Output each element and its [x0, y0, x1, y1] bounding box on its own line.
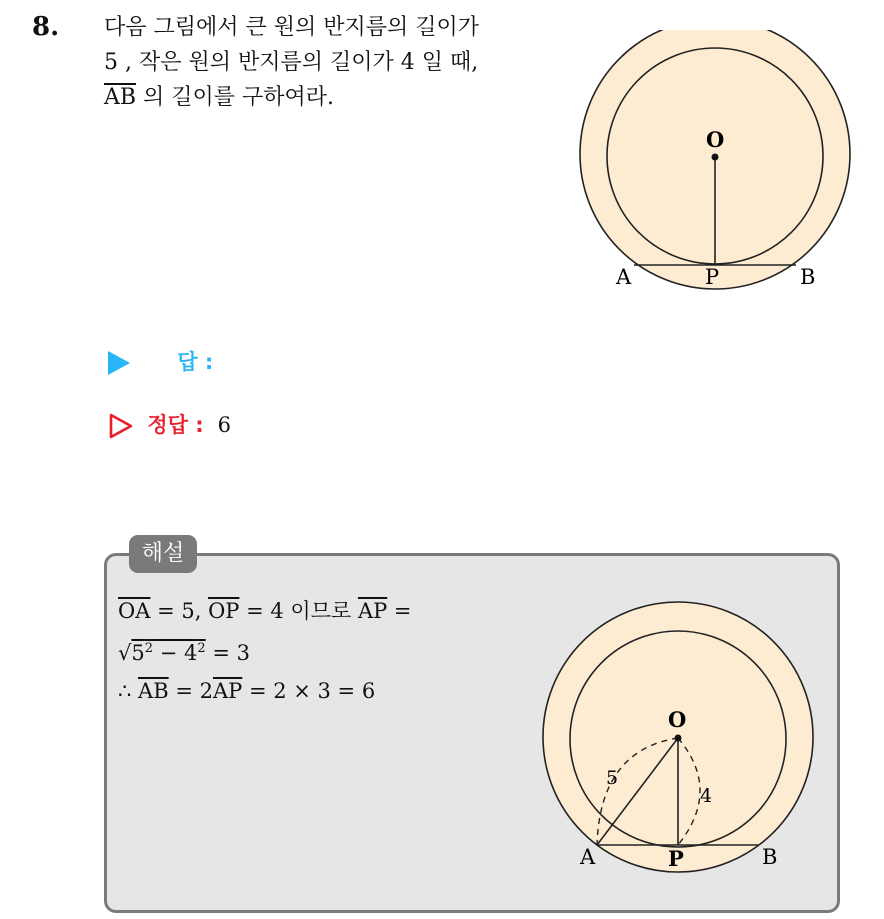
question-number: 8. — [32, 12, 60, 42]
segment-ab: $\overline{AB}$ — [104, 85, 137, 110]
solution-figure — [530, 590, 830, 890]
center-point — [675, 735, 682, 742]
center-point — [712, 154, 719, 161]
correct-label: 정답 : — [147, 413, 204, 437]
answer-row — [108, 346, 213, 376]
solution-line-1: $\overline{OA} = 5$, $\overline{OP} = 4$ 이므로 $\overline{AP}$ = — [118, 599, 412, 623]
play-icon — [108, 351, 130, 375]
label-5: 5 — [606, 767, 619, 789]
solution-line-2: $√5^2 - 4^2 = 3$ — [118, 641, 250, 665]
label-a: A — [580, 845, 596, 869]
question-line-3: $\overline{AB}$ 의 길이를 구하여라. — [104, 85, 335, 110]
solution-text — [118, 592, 412, 710]
label-p: P — [668, 846, 684, 871]
label-4: 4 — [700, 785, 713, 807]
correct-answer-row — [108, 409, 231, 439]
label-b: B — [800, 265, 816, 289]
solution-tag: 해설 — [129, 535, 197, 573]
label-p: P — [705, 265, 720, 289]
label-o: O — [706, 127, 725, 152]
question-text — [104, 10, 564, 115]
correct-value: 6 — [217, 413, 231, 437]
label-o: O — [668, 707, 687, 732]
question-figure — [574, 30, 864, 305]
answer-label: 답 : — [177, 350, 214, 374]
outline-triangle-icon — [108, 413, 134, 439]
question-line-1: 다음 그림에서 큰 원의 반지름의 길이가 — [104, 15, 479, 40]
label-b: B — [762, 845, 778, 869]
question-line-2: 5 , 작은 원의 반지름의 길이가 4 일 때, — [104, 50, 479, 75]
solution-line-3: ∴ $\overline{AB} = 2\overline{AP} = 2 \times 3 = 6$ — [118, 679, 376, 703]
label-a: A — [616, 265, 632, 289]
